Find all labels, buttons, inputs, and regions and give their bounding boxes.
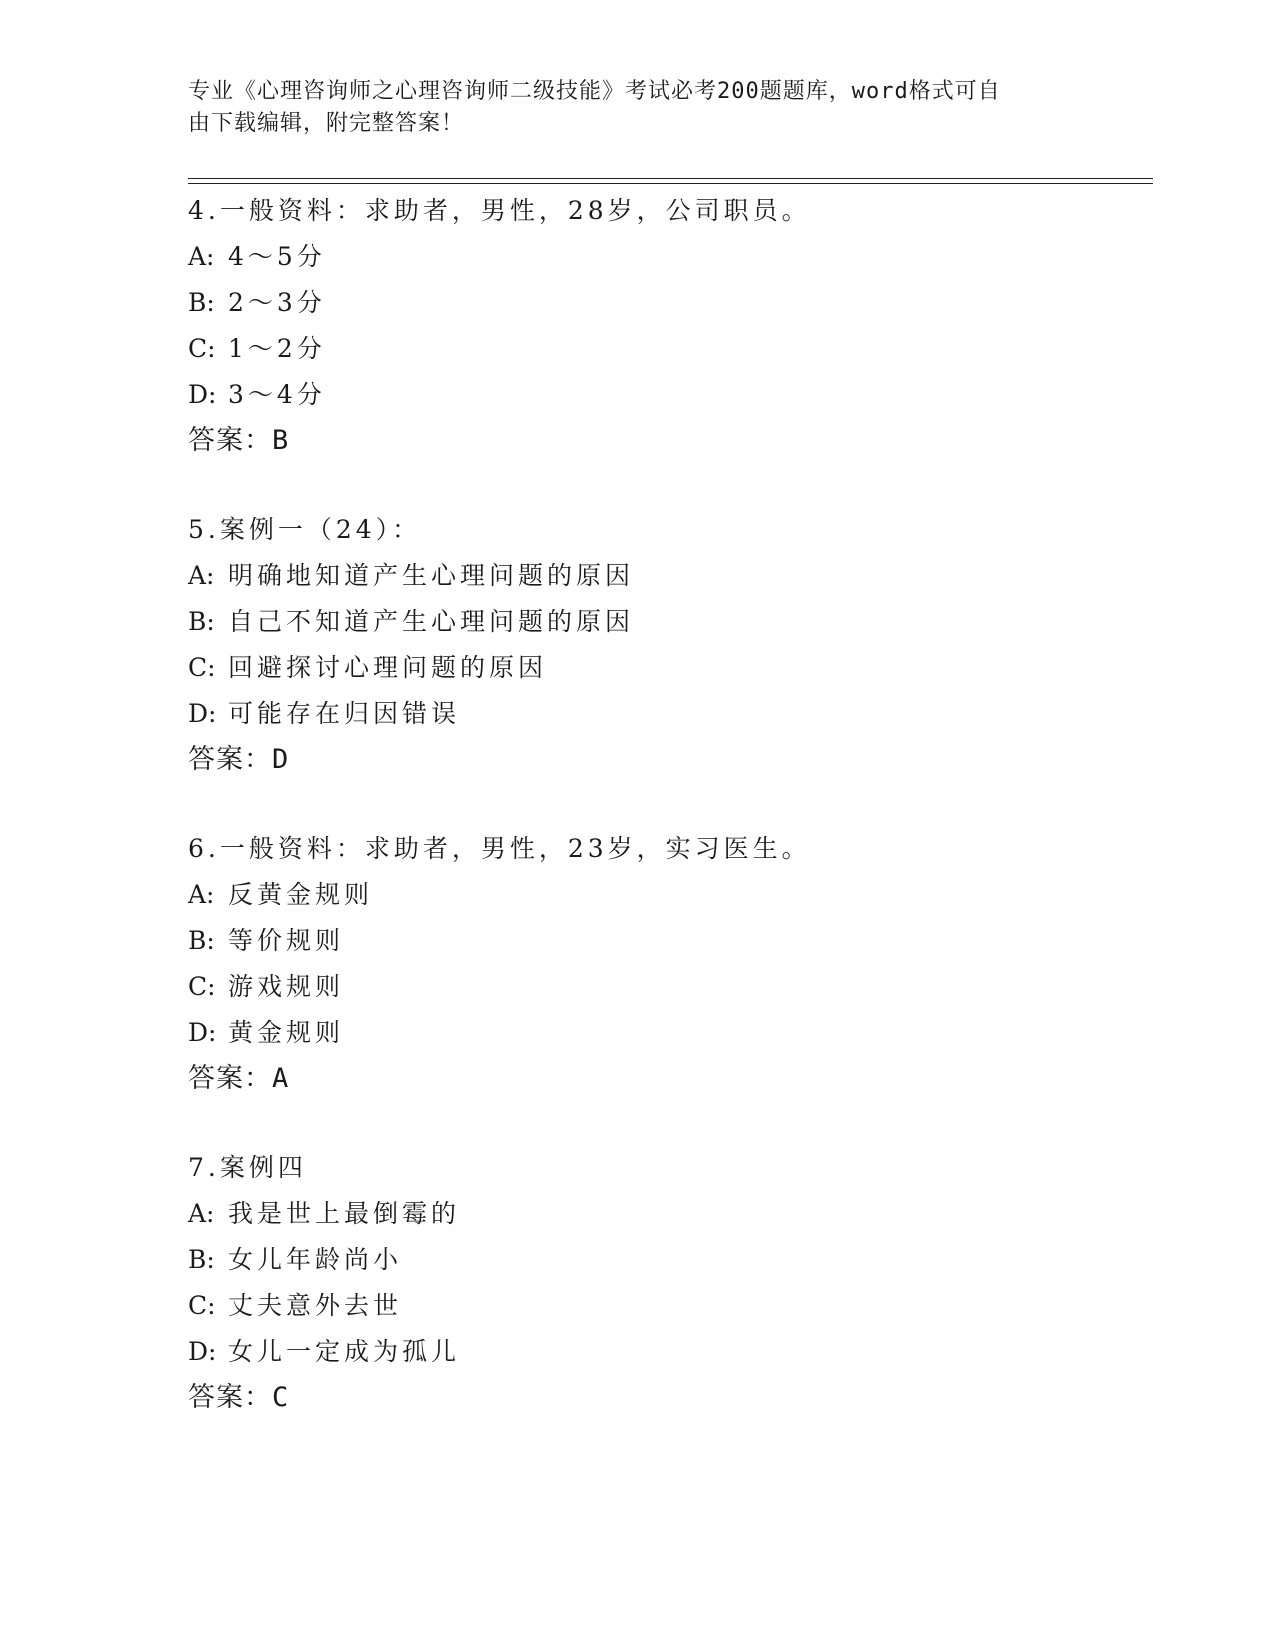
question-block [188,515,1148,791]
question-block [188,834,1148,1110]
question-block [188,1153,1148,1429]
option-text: 2～3分 [228,288,326,317]
option-letter: C: [188,1291,216,1320]
option-c [188,972,1148,1018]
option-b [188,926,1148,972]
option-text: 反黄金规则 [228,880,374,909]
option-c [188,1291,1148,1337]
option-letter: C: [188,653,216,682]
option-letter: C: [188,334,216,363]
question-title: 4.一般资料：求助者，男性，28岁，公司职员。 [188,196,811,225]
option-d [188,1018,1148,1064]
answer-line: 答案：D [188,744,290,775]
answer-line: 答案：B [188,425,290,456]
option-text: 明确地知道产生心理问题的原因 [228,561,635,590]
option-letter: A: [188,561,215,590]
option-text: 可能存在归因错误 [228,699,461,728]
option-letter: B: [188,926,215,955]
option-a [188,1199,1148,1245]
option-b [188,607,1148,653]
option-a [188,242,1148,288]
question-title: 6.一般资料：求助者，男性，23岁，实习医生。 [188,834,811,863]
option-letter: A: [188,242,215,271]
header-line-1: 专业《心理咨询师之心理咨询师二级技能》考试必考200题题库，word格式可自 [188,79,1001,104]
option-text: 女儿一定成为孤儿 [228,1337,461,1366]
option-text: 1～2分 [228,334,326,363]
question-block [188,196,1148,472]
option-letter: D: [188,380,217,409]
option-a [188,561,1148,607]
option-text: 游戏规则 [228,972,345,1001]
option-letter: A: [188,1199,215,1228]
option-d [188,380,1148,426]
option-text: 等价规则 [228,926,345,955]
option-text: 黄金规则 [228,1018,345,1047]
answer-line: 答案：C [188,1382,290,1413]
option-text: 自己不知道产生心理问题的原因 [228,607,635,636]
header-line-2: 由下载编辑，附完整答案！ [188,111,465,136]
answer-line: 答案：A [188,1063,290,1094]
option-text: 我是世上最倒霉的 [228,1199,461,1228]
option-letter: B: [188,607,215,636]
option-c [188,334,1148,380]
document-header [188,76,1088,140]
option-text: 丈夫意外去世 [228,1291,403,1320]
option-a [188,880,1148,926]
option-letter: B: [188,1245,215,1274]
option-text: 回避探讨心理问题的原因 [228,653,548,682]
option-c [188,653,1148,699]
option-text: 4～5分 [228,242,326,271]
option-letter: D: [188,699,217,728]
option-text: 女儿年龄尚小 [228,1245,403,1274]
option-d [188,699,1148,745]
header-divider-bottom [188,183,1153,184]
option-letter: D: [188,1018,217,1047]
question-title: 7.案例四 [188,1153,307,1182]
option-d [188,1337,1148,1383]
option-letter: B: [188,288,215,317]
option-letter: D: [188,1337,217,1366]
option-letter: A: [188,880,215,909]
option-letter: C: [188,972,216,1001]
header-divider-top [188,178,1153,179]
option-b [188,1245,1148,1291]
option-b [188,288,1148,334]
option-text: 3～4分 [228,380,326,409]
question-title: 5.案例一（24）： [188,515,422,544]
